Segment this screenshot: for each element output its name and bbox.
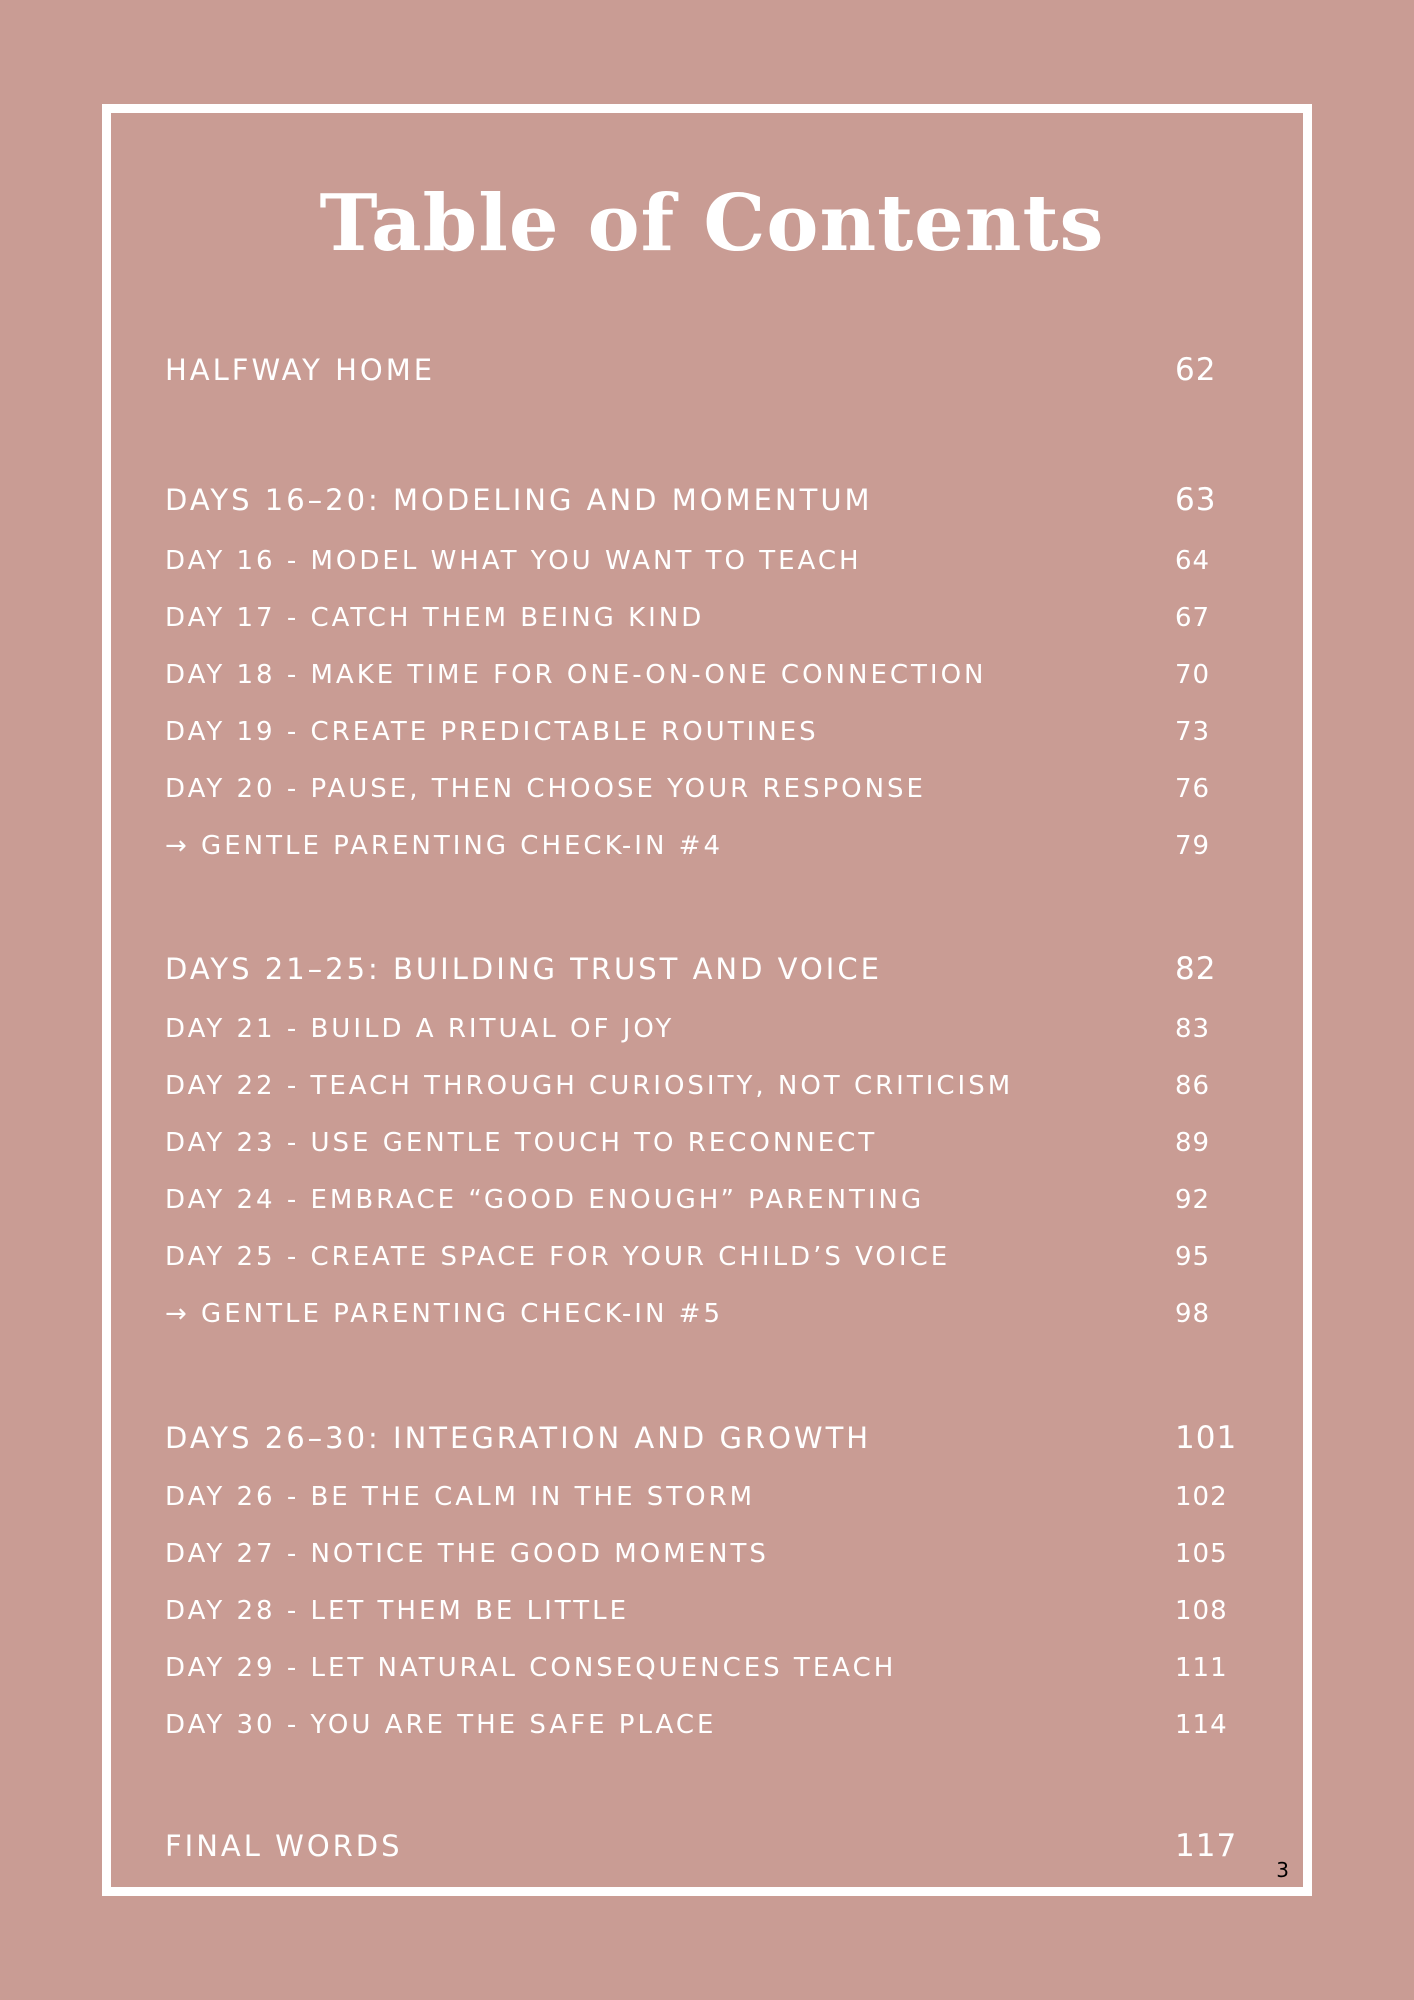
toc-entry-page: 98 (1175, 1299, 1211, 1329)
toc-entry-title: → GENTLE PARENTING CHECK-IN #5 (165, 1299, 723, 1329)
toc-entry-page: 105 (1175, 1539, 1228, 1569)
toc-entry-page: 101 (1175, 1420, 1238, 1456)
toc-entry[interactable] (165, 1235, 1255, 1279)
toc-entry-title: DAY 29 - LET NATURAL CONSEQUENCES TEACH (165, 1653, 897, 1683)
toc-entry-title: DAYS 26–30: INTEGRATION AND GROWTH (165, 1421, 872, 1455)
toc-entry[interactable] (165, 1475, 1255, 1519)
toc-entry[interactable] (165, 653, 1255, 697)
toc-entry-page: 76 (1175, 774, 1211, 804)
page-title: Table of Contents (319, 178, 1105, 270)
toc-entry-checkin[interactable] (165, 1292, 1255, 1336)
toc-entry[interactable] (165, 1589, 1255, 1633)
toc-entry-page: 89 (1175, 1128, 1211, 1158)
toc-entry-page: 63 (1175, 482, 1217, 518)
toc-entry-page: 67 (1175, 603, 1211, 633)
toc-entry-title: DAY 26 - BE THE CALM IN THE STORM (165, 1482, 756, 1512)
toc-entry-page: 92 (1175, 1185, 1211, 1215)
toc-entry-title: DAY 16 - MODEL WHAT YOU WANT TO TEACH (165, 546, 862, 576)
toc-entry[interactable] (165, 1703, 1255, 1747)
toc-entry[interactable] (165, 1824, 1255, 1868)
toc-entry-title: DAYS 21–25: BUILDING TRUST AND VOICE (165, 952, 882, 986)
toc-entry-title: DAY 28 - LET THEM BE LITTLE (165, 1596, 629, 1626)
toc-entry[interactable] (165, 1121, 1255, 1165)
toc-entry[interactable] (165, 1064, 1255, 1108)
toc-entry-title: DAY 19 - CREATE PREDICTABLE ROUTINES (165, 717, 819, 747)
toc-entry[interactable] (165, 1007, 1255, 1051)
toc-entry[interactable] (165, 596, 1255, 640)
toc-entry-title: DAY 17 - CATCH THEM BEING KIND (165, 603, 705, 633)
toc-entry-page: 73 (1175, 717, 1211, 747)
toc-entry-page: 86 (1175, 1071, 1211, 1101)
toc-entry-title: DAY 30 - YOU ARE THE SAFE PLACE (165, 1710, 717, 1740)
toc-entry-page: 83 (1175, 1014, 1211, 1044)
toc-entry-title: DAY 24 - EMBRACE “GOOD ENOUGH” PARENTING (165, 1185, 925, 1215)
toc-entry[interactable] (165, 710, 1255, 754)
toc-entry-page: 70 (1175, 660, 1211, 690)
toc-entry-page: 102 (1175, 1482, 1228, 1512)
toc-entry[interactable] (165, 539, 1255, 583)
toc-entry[interactable] (165, 1646, 1255, 1690)
toc-entry[interactable] (165, 348, 1255, 392)
page-number: 3 (1276, 1858, 1289, 1882)
toc-entry-page: 95 (1175, 1242, 1211, 1272)
toc-entry-title: → GENTLE PARENTING CHECK-IN #4 (165, 831, 723, 861)
toc-section-heading[interactable] (165, 1416, 1255, 1460)
toc-entry-page: 111 (1175, 1653, 1228, 1683)
toc-entry-page: 64 (1175, 546, 1211, 576)
toc-entry-title: DAY 27 - NOTICE THE GOOD MOMENTS (165, 1539, 769, 1569)
toc-entry-title: DAY 20 - PAUSE, THEN CHOOSE YOUR RESPONSE (165, 774, 926, 804)
toc-entry[interactable] (165, 1178, 1255, 1222)
toc-entry-title: HALFWAY HOME (165, 353, 436, 387)
toc-entry-title: DAY 22 - TEACH THROUGH CURIOSITY, NOT CRITICISM (165, 1071, 1014, 1101)
toc-section-heading[interactable] (165, 947, 1255, 991)
toc-entry-title: DAY 18 - MAKE TIME FOR ONE-ON-ONE CONNECTION (165, 660, 987, 690)
toc-entry[interactable] (165, 767, 1255, 811)
toc-entry-page: 114 (1175, 1710, 1228, 1740)
toc-entry-title: DAYS 16–20: MODELING AND MOMENTUM (165, 483, 873, 517)
toc-entry-title: DAY 25 - CREATE SPACE FOR YOUR CHILD’S VOICE (165, 1242, 951, 1272)
toc-entry-checkin[interactable] (165, 824, 1255, 868)
toc-entry-title: DAY 23 - USE GENTLE TOUCH TO RECONNECT (165, 1128, 878, 1158)
toc-entry-page: 108 (1175, 1596, 1228, 1626)
toc-entry-title: FINAL WORDS (165, 1829, 403, 1863)
toc-entry-page: 62 (1175, 352, 1217, 388)
toc-entry[interactable] (165, 1532, 1255, 1576)
toc-section-heading[interactable] (165, 478, 1255, 522)
toc-entry-page: 117 (1175, 1828, 1238, 1864)
toc-entry-page: 79 (1175, 831, 1211, 861)
toc-entry-page: 82 (1175, 951, 1217, 987)
toc-entry-title: DAY 21 - BUILD A RITUAL OF JOY (165, 1014, 675, 1044)
